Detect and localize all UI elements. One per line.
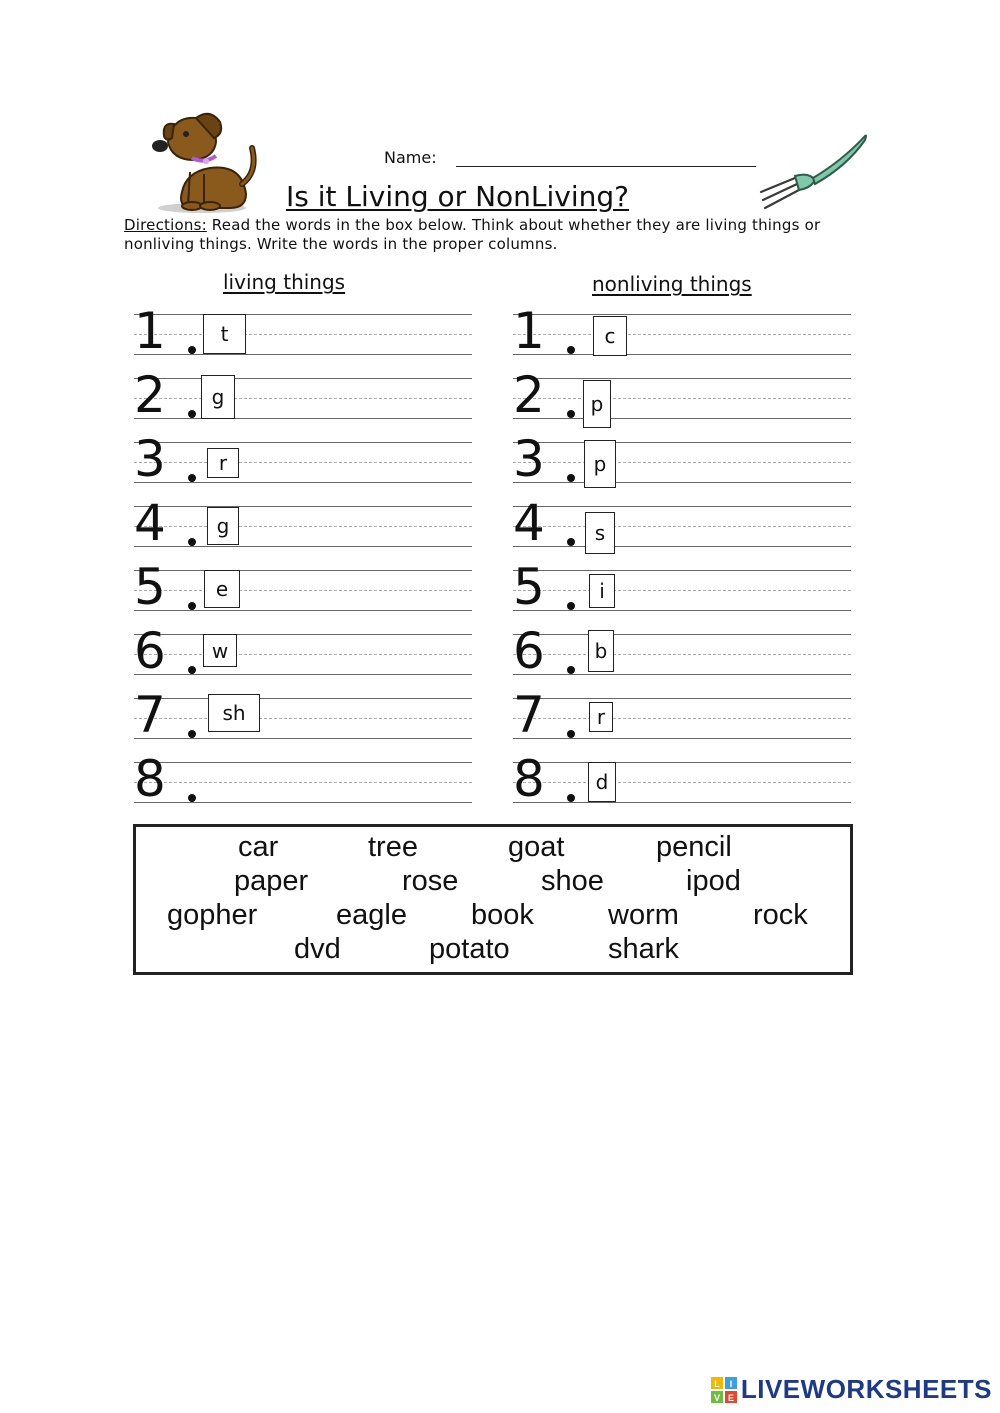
- living-answer-input[interactable]: e: [204, 570, 240, 608]
- living-answer-input[interactable]: w: [203, 634, 237, 667]
- writing-guide-line: [513, 334, 851, 335]
- writing-guide-line: [134, 482, 472, 483]
- row-number: 5: [513, 558, 545, 616]
- living-answer-input[interactable]: g: [207, 507, 239, 545]
- row-number: 3: [134, 430, 166, 488]
- nonliving-answer-row: [513, 494, 851, 552]
- writing-guide-line: [513, 610, 851, 611]
- living-answer-row: [134, 430, 472, 488]
- row-number-dot: [188, 794, 196, 802]
- writing-guide-line: [134, 634, 472, 635]
- living-answer-row: [134, 750, 472, 808]
- writing-guide-line: [134, 442, 472, 443]
- row-number-dot: [188, 538, 196, 546]
- writing-guide-line: [513, 590, 851, 591]
- name-line: [456, 166, 756, 167]
- writing-guide-line: [134, 718, 472, 719]
- svg-text:L: L: [714, 1378, 720, 1389]
- living-answer-row: [134, 558, 472, 616]
- word-ipod: ipod: [686, 865, 741, 897]
- writing-guide-line: [134, 674, 472, 675]
- word-tree: tree: [368, 831, 418, 863]
- writing-guide-line: [513, 762, 851, 763]
- nonliving-answer-row: [513, 366, 851, 424]
- writing-guide-line: [513, 654, 851, 655]
- row-number-dot: [567, 602, 575, 610]
- row-number: 5: [134, 558, 166, 616]
- directions-label: Directions:: [124, 216, 207, 234]
- writing-guide-line: [134, 526, 472, 527]
- writing-guide-line: [513, 526, 851, 527]
- dog-icon: [150, 108, 262, 214]
- svg-text:E: E: [727, 1392, 734, 1403]
- row-number-dot: [188, 474, 196, 482]
- writing-guide-line: [513, 462, 851, 463]
- nonliving-answer-row: [513, 686, 851, 744]
- nonliving-answer-input[interactable]: d: [588, 762, 616, 802]
- writing-guide-line: [134, 334, 472, 335]
- row-number: 2: [513, 366, 545, 424]
- writing-guide-line: [134, 590, 472, 591]
- word-paper: paper: [234, 865, 309, 897]
- nonliving-answer-input[interactable]: i: [589, 574, 615, 608]
- writing-guide-line: [513, 674, 851, 675]
- row-number-dot: [567, 410, 575, 418]
- writing-guide-line: [513, 738, 851, 739]
- nonliving-answer-input[interactable]: b: [588, 630, 614, 672]
- row-number-dot: [567, 474, 575, 482]
- row-number: 3: [513, 430, 545, 488]
- word-worm: worm: [608, 899, 679, 931]
- nonliving-answer-input[interactable]: p: [584, 440, 616, 488]
- writing-guide-line: [134, 654, 472, 655]
- word-rose: rose: [402, 865, 459, 897]
- living-answer-row: [134, 366, 472, 424]
- writing-guide-line: [134, 738, 472, 739]
- brand-name: LIVEWORKSHEETS: [740, 1374, 992, 1404]
- nonliving-answer-input[interactable]: r: [589, 702, 613, 732]
- writing-guide-line: [134, 782, 472, 783]
- living-answer-input[interactable]: g: [201, 375, 235, 419]
- nonliving-answer-row: [513, 622, 851, 680]
- writing-guide-line: [513, 802, 851, 803]
- writing-guide-line: [513, 442, 851, 443]
- word-book: book: [471, 899, 534, 931]
- nonliving-answer-row: [513, 750, 851, 808]
- row-number-dot: [567, 538, 575, 546]
- nonliving-answer-input[interactable]: s: [585, 512, 615, 554]
- word-car: car: [238, 831, 279, 863]
- writing-guide-line: [513, 398, 851, 399]
- living-heading: living things: [223, 270, 346, 294]
- living-answer-row: [134, 686, 472, 744]
- row-number-dot: [567, 666, 575, 674]
- word-pencil: pencil: [656, 831, 732, 863]
- word-goat: goat: [508, 831, 565, 863]
- living-answer-input[interactable]: sh: [208, 694, 260, 732]
- row-number: 4: [134, 494, 166, 552]
- writing-guide-line: [134, 398, 472, 399]
- svg-text:I: I: [729, 1378, 733, 1389]
- svg-text:V: V: [713, 1392, 720, 1403]
- word-shark: shark: [608, 933, 679, 965]
- row-number-dot: [567, 730, 575, 738]
- row-number: 8: [134, 750, 166, 808]
- row-number-dot: [188, 666, 196, 674]
- living-answer-row: [134, 494, 472, 552]
- writing-guide-line: [513, 546, 851, 547]
- writing-guide-line: [513, 782, 851, 783]
- writing-guide-line: [513, 482, 851, 483]
- writing-guide-line: [513, 314, 851, 315]
- directions: [124, 216, 864, 254]
- row-number-dot: [188, 602, 196, 610]
- nonliving-answer-row: [513, 430, 851, 488]
- row-number-dot: [188, 346, 196, 354]
- writing-guide-line: [134, 354, 472, 355]
- word-eagle: eagle: [336, 899, 407, 931]
- directions-text: Read the words in the box below. Think about whether they are living things or nonliving things. Write the words in the proper columns.: [124, 216, 821, 253]
- writing-guide-line: [134, 546, 472, 547]
- row-number: 8: [513, 750, 545, 808]
- writing-guide-line: [134, 762, 472, 763]
- writing-guide-line: [134, 610, 472, 611]
- living-answer-input[interactable]: t: [203, 314, 246, 354]
- nonliving-answer-row: [513, 558, 851, 616]
- row-number: 1: [134, 302, 166, 360]
- page-title: Is it Living or NonLiving?: [286, 180, 630, 213]
- writing-guide-line: [513, 378, 851, 379]
- nonliving-heading: nonliving things: [592, 272, 752, 296]
- word-rock: rock: [753, 899, 808, 931]
- nonliving-answer-input[interactable]: c: [593, 316, 627, 356]
- writing-guide-line: [134, 418, 472, 419]
- writing-guide-line: [134, 570, 472, 571]
- row-number-dot: [567, 794, 575, 802]
- row-number: 2: [134, 366, 166, 424]
- living-answer-input[interactable]: r: [207, 448, 239, 478]
- row-number: 4: [513, 494, 545, 552]
- writing-guide-line: [134, 802, 472, 803]
- word-bank: [133, 824, 853, 975]
- row-number: 1: [513, 302, 545, 360]
- writing-guide-line: [513, 418, 851, 419]
- fork-icon: [755, 130, 871, 210]
- writing-guide-line: [513, 506, 851, 507]
- living-answer-row: [134, 302, 472, 360]
- row-number-dot: [567, 346, 575, 354]
- liveworksheets-logo-icon: [711, 1377, 737, 1403]
- writing-guide-line: [134, 506, 472, 507]
- writing-guide-line: [513, 354, 851, 355]
- writing-guide-line: [134, 698, 472, 699]
- row-number: 7: [134, 686, 166, 744]
- row-number: 6: [134, 622, 166, 680]
- word-dvd: dvd: [294, 933, 341, 965]
- nonliving-answer-input[interactable]: p: [583, 380, 611, 428]
- word-gopher: gopher: [167, 899, 258, 931]
- name-label: Name:: [384, 148, 437, 167]
- nonliving-answer-row: [513, 302, 851, 360]
- row-number-dot: [188, 410, 196, 418]
- word-shoe: shoe: [541, 865, 604, 897]
- writing-guide-line: [134, 378, 472, 379]
- liveworksheets-logo: [711, 1374, 992, 1405]
- row-number: 6: [513, 622, 545, 680]
- writing-guide-line: [513, 634, 851, 635]
- writing-guide-line: [513, 698, 851, 699]
- writing-guide-line: [513, 570, 851, 571]
- writing-guide-line: [513, 718, 851, 719]
- writing-guide-line: [134, 462, 472, 463]
- word-potato: potato: [429, 933, 510, 965]
- row-number-dot: [188, 730, 196, 738]
- living-answer-row: [134, 622, 472, 680]
- writing-guide-line: [134, 314, 472, 315]
- row-number: 7: [513, 686, 545, 744]
